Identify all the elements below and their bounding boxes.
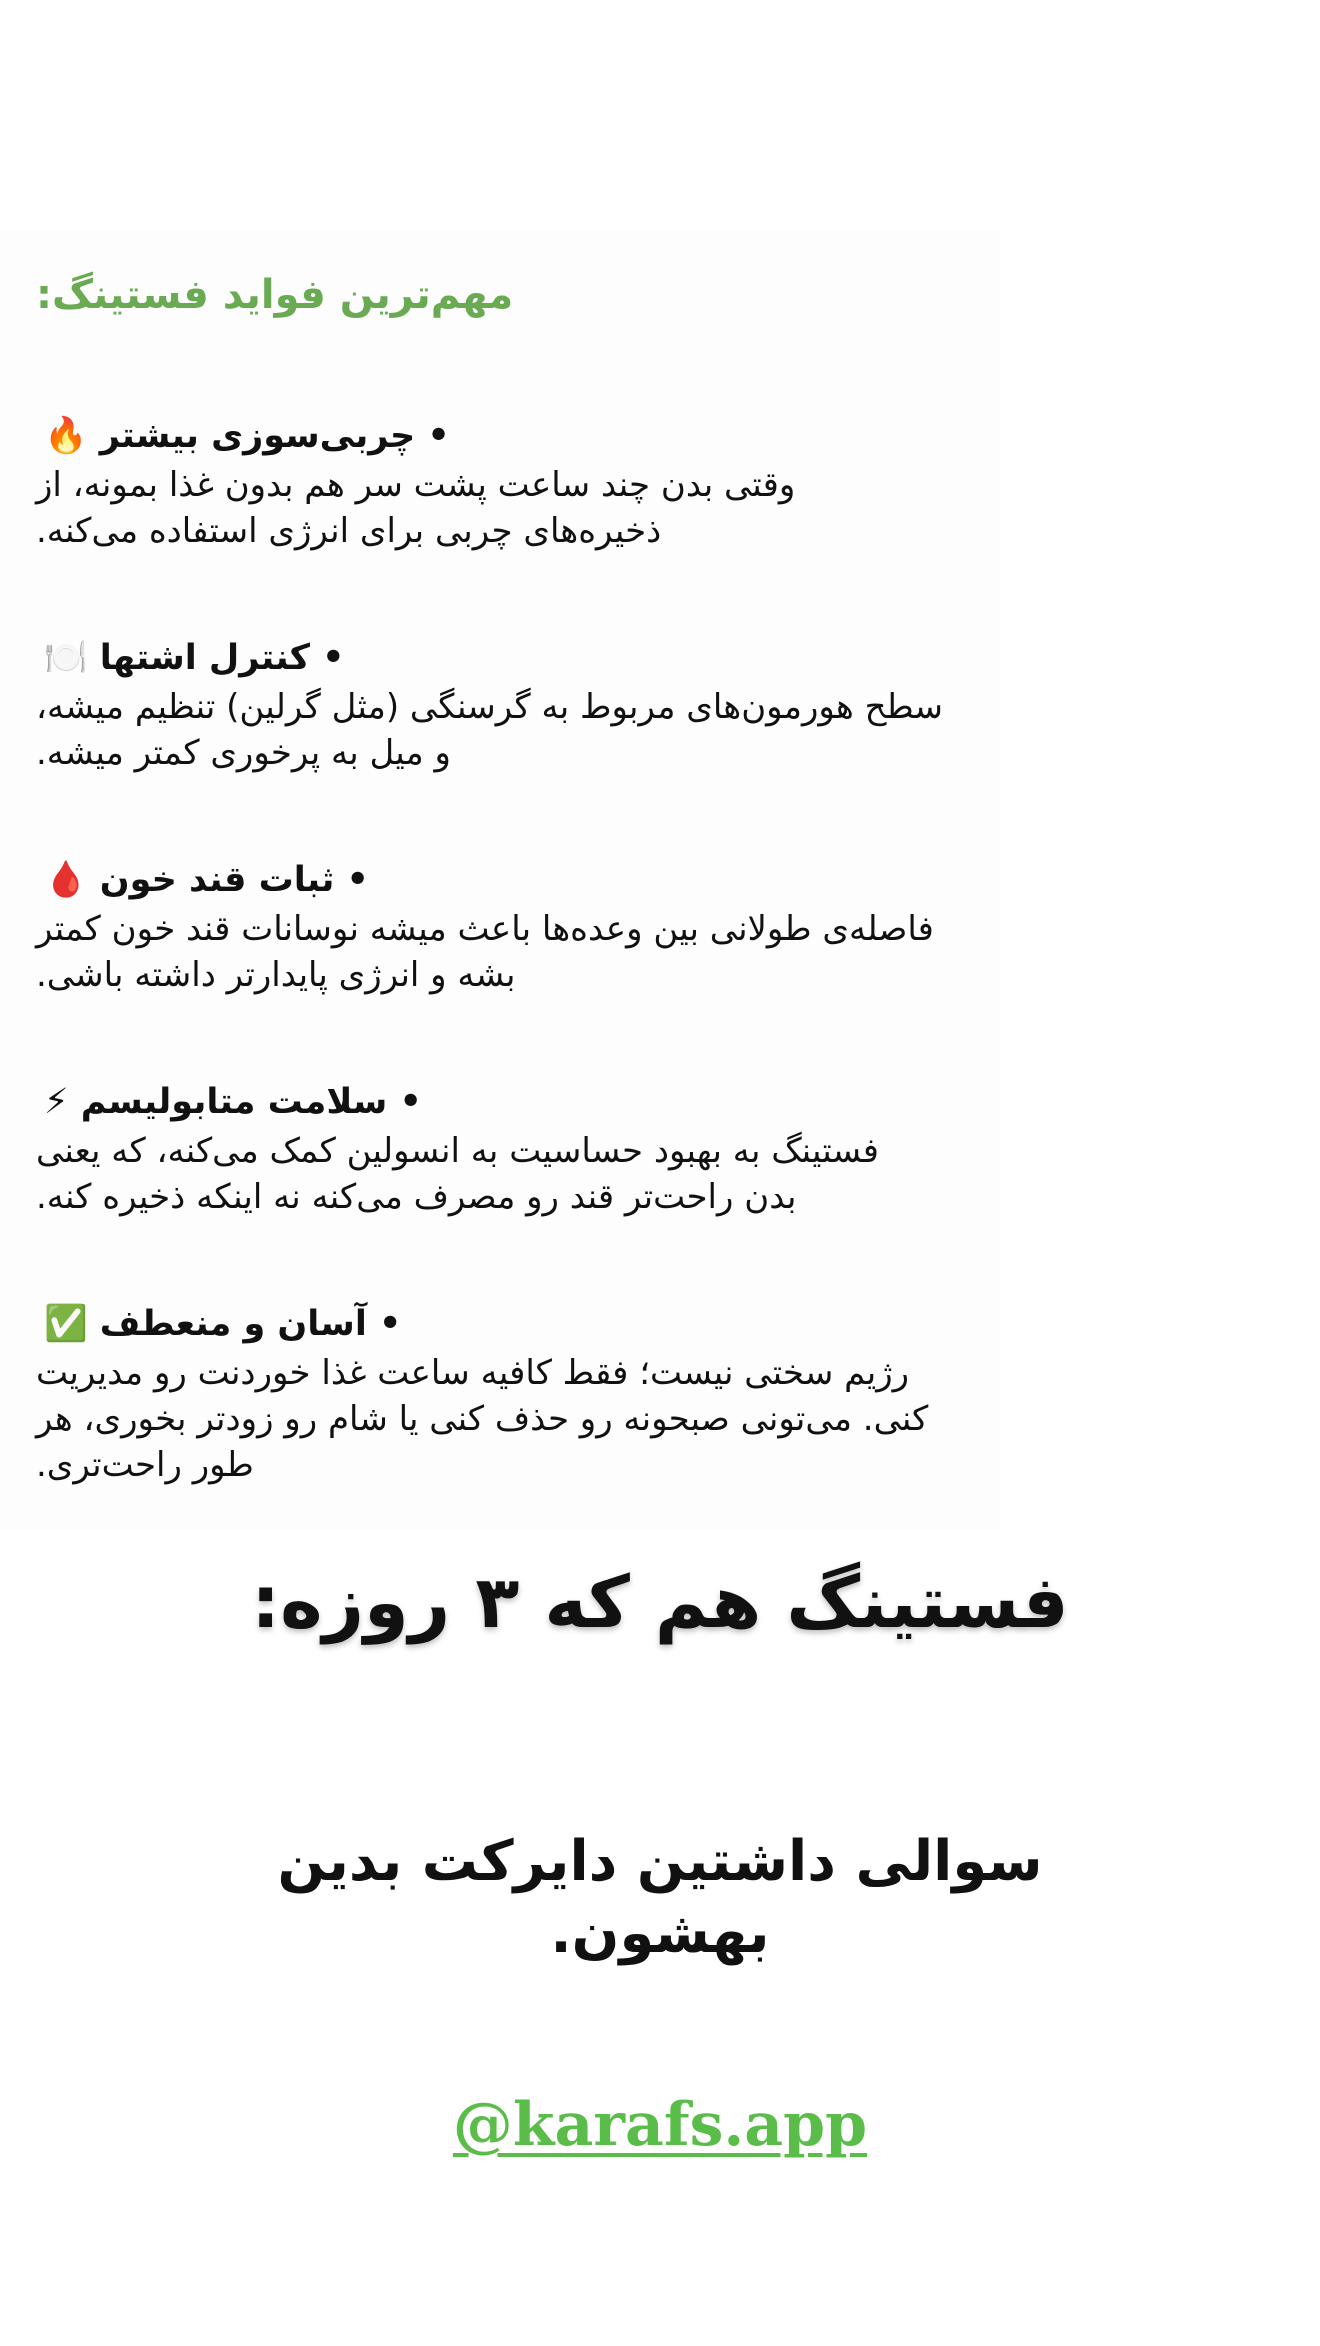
questions-callout: سوالی داشتین دایرکت بدین بهشون. xyxy=(277,1829,1043,1966)
blood-drop-icon: 🩸 xyxy=(44,860,88,900)
benefit-title-text: • چربی‌سوزی بیشتر xyxy=(99,416,450,456)
benefit-item xyxy=(36,632,1036,854)
benefit-item xyxy=(36,854,1036,1076)
benefit-description: سطح هورمون‌های مربوط به گرسنگی (مثل گرلین) تنظیم میشه، و میل به پرخوری کمتر میشه. xyxy=(36,687,943,773)
check-mark-icon: ✅ xyxy=(44,1304,88,1344)
plate-icon: 🍽️ xyxy=(44,638,88,678)
benefits-list xyxy=(36,410,1036,1520)
benefit-description: فاصله‌ی طولانی بین وعده‌ها باعث میشه نوسانات قند خون کمتر بشه و انرژی پایدارتر داشته باشی. xyxy=(36,909,934,995)
benefit-item xyxy=(36,1076,1036,1298)
benefit-item xyxy=(36,1298,1036,1520)
benefit-title xyxy=(36,1076,1036,1128)
fasting-duration-title: فستینگ هم که ۳ روزه: xyxy=(251,1560,1069,1644)
benefit-title xyxy=(36,632,1036,684)
benefit-title xyxy=(36,1298,1036,1350)
lightning-icon: ⚡ xyxy=(44,1082,69,1122)
benefit-title-text: • آسان و منعطف xyxy=(99,1304,402,1344)
benefit-title-text: • ثبات قند خون xyxy=(99,860,369,900)
fire-icon: 🔥 xyxy=(44,416,88,456)
benefit-title xyxy=(36,410,1036,462)
benefit-description: فستینگ به بهبود حساسیت به انسولین کمک می‌کنه، که یعنی بدن راحت‌تر قند رو مصرف می‌کنه نه اینکه ذخیره کنه. xyxy=(36,1131,880,1217)
instagram-handle-link[interactable]: @karafs.app xyxy=(452,2090,868,2160)
benefit-description: رژیم سختی نیست؛ فقط کافیه ساعت غذا خوردنت رو مدیریت کنی. می‌تونی صبحونه رو حذف کنی یا شام رو زودتر بخوری، هر طور راحت‌تری. xyxy=(36,1353,929,1485)
benefit-description: وقتی بدن چند ساعت پشت سر هم بدون غذا بمونه، از ذخیره‌های چربی برای انرژی استفاده می‌کنه. xyxy=(36,465,796,551)
benefit-title-text: • سلامت متابولیسم xyxy=(80,1082,422,1122)
benefit-title-text: • کنترل اشتها xyxy=(99,638,345,678)
benefit-item xyxy=(36,410,1036,632)
benefits-heading: مهم‌ترین فواید فستینگ: xyxy=(36,272,514,318)
benefit-title xyxy=(36,854,1036,906)
